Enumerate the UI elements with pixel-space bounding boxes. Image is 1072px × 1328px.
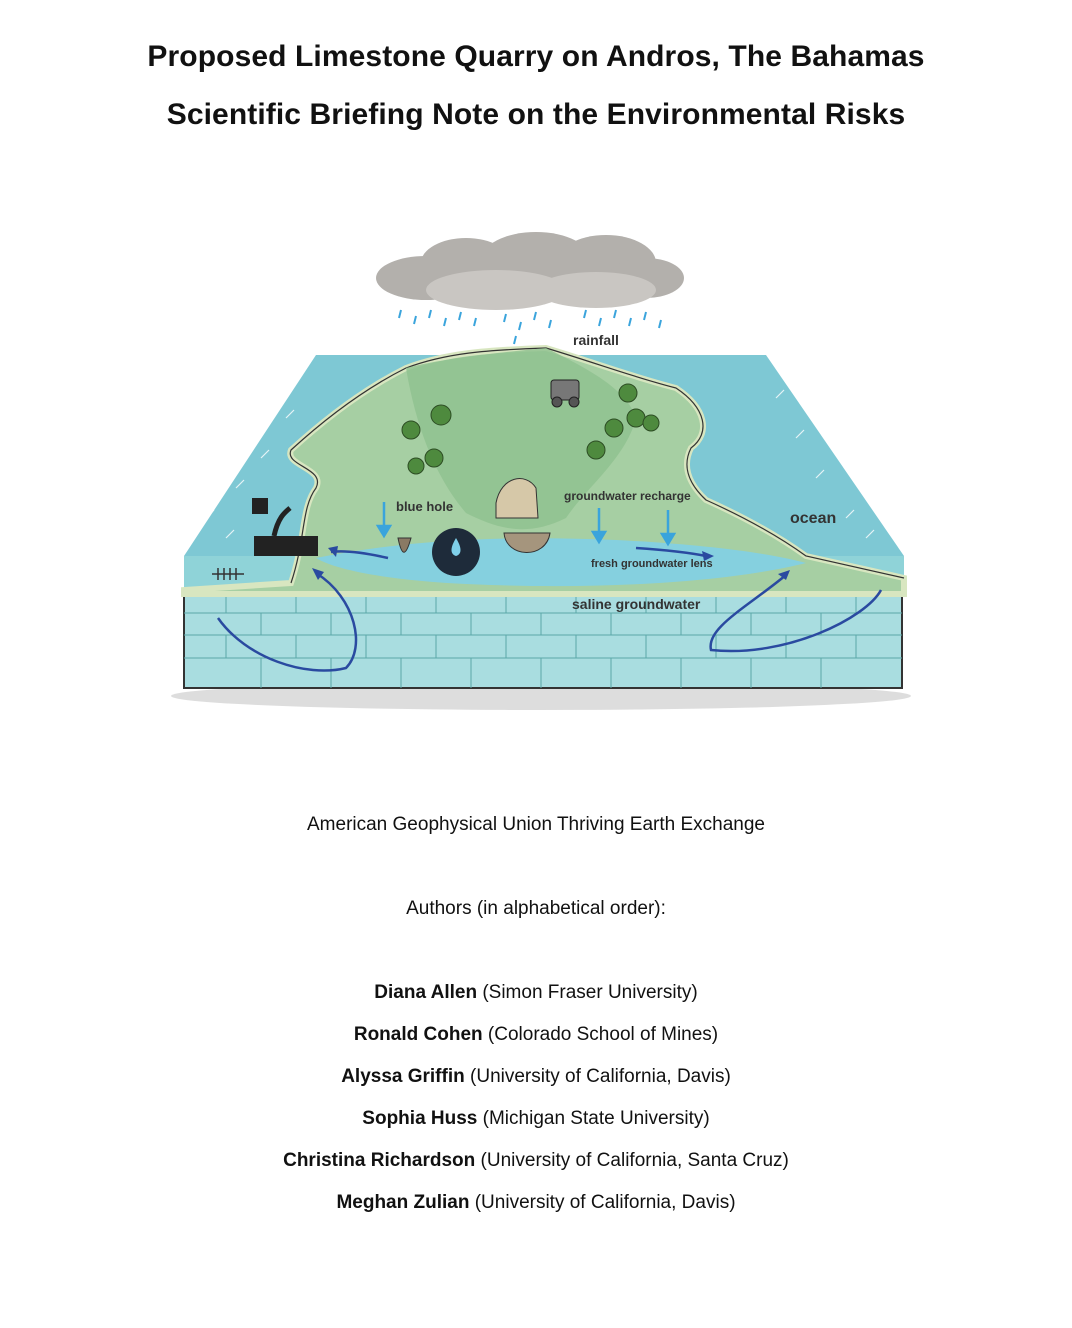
- author-affiliation: (University of California, Davis): [474, 1192, 736, 1213]
- document-title: Proposed Limestone Quarry on Andros, The Bahamas: [147, 40, 925, 73]
- author-affiliation: (Colorado School of Mines): [487, 1024, 719, 1045]
- author-line: [0, 1066, 1072, 1088]
- author-affiliation: (University of California, Davis): [470, 1066, 731, 1087]
- authors-heading: Authors (in alphabetical order):: [406, 898, 666, 919]
- author-line: [0, 982, 1072, 1004]
- author-name: Ronald Cohen: [353, 1024, 483, 1045]
- author-name: Christina Richardson: [283, 1150, 476, 1171]
- author-name: Meghan Zulian: [336, 1192, 470, 1213]
- author-affiliation: (Simon Fraser University): [482, 982, 698, 1003]
- rain-clouds: [376, 232, 684, 310]
- quarry-groundwater-diagram: [166, 218, 916, 718]
- label-groundwater-recharge: groundwater recharge: [564, 489, 691, 503]
- document-subtitle: Scientific Briefing Note on the Environmental Risks: [166, 98, 906, 131]
- label-saline-groundwater: saline groundwater: [572, 596, 701, 612]
- label-rainfall: rainfall: [573, 332, 619, 348]
- author-line: [0, 1024, 1072, 1046]
- label-blue-hole: blue hole: [396, 499, 454, 514]
- author-name: Alyssa Griffin: [341, 1066, 465, 1087]
- label-ocean: ocean: [790, 510, 837, 527]
- organization: American Geophysical Union Thriving Earth Exchange: [307, 814, 765, 835]
- author-line: [0, 1192, 1072, 1214]
- author-name: Sophia Huss: [362, 1108, 478, 1129]
- author-affiliation: (University of California, Santa Cruz): [480, 1150, 789, 1171]
- label-fresh-lens: fresh groundwater lens: [591, 558, 713, 570]
- rain-drops: [399, 310, 661, 344]
- author-line: [0, 1150, 1072, 1172]
- author-name: Diana Allen: [374, 982, 478, 1003]
- author-line: [0, 1108, 1072, 1130]
- author-affiliation: (Michigan State University): [482, 1108, 710, 1129]
